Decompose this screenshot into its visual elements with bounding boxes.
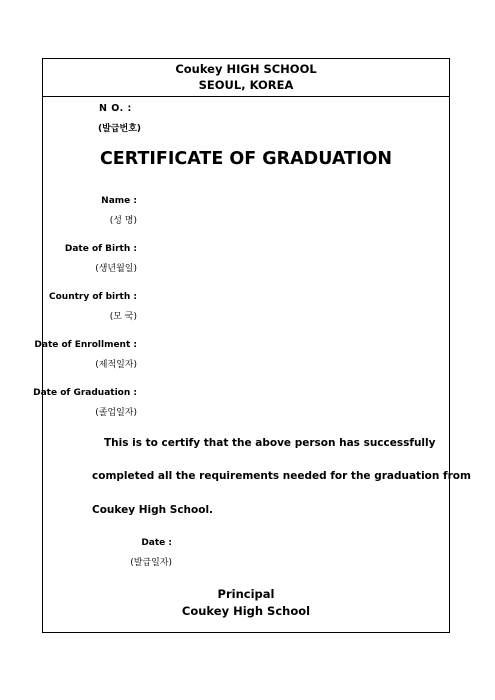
statement-line-2: completed all the requirements needed for the graduation from	[92, 470, 471, 482]
certificate-frame	[33, 58, 471, 633]
name-label: Name :	[101, 196, 137, 206]
signature-school-name: Coukey High School	[181, 604, 311, 618]
certificate-header	[43, 59, 449, 97]
date-of-birth-label: Date of Birth :	[64, 244, 137, 254]
certificate-title: CERTIFICATE OF GRADUATION	[99, 149, 393, 169]
issue-date-sublabel: (발급일자)	[130, 558, 172, 568]
name-sublabel: (성 명)	[109, 216, 137, 226]
date-of-enrollment-label: Date of Enrollment :	[34, 340, 137, 350]
school-location: SEOUL, KOREA	[198, 78, 294, 92]
country-of-birth-sublabel: (모 국)	[109, 312, 137, 322]
date-of-graduation-label: Date of Graduation :	[33, 388, 137, 398]
issue-date-label: Date :	[141, 538, 172, 548]
date-of-enrollment-sublabel: (제적일자)	[95, 360, 137, 370]
certificate-number-label: N O. :	[99, 103, 132, 114]
principal-title: Principal	[217, 587, 275, 601]
statement-line-3: Coukey High School.	[92, 504, 214, 516]
school-name: Coukey HIGH SCHOOL	[175, 62, 317, 76]
date-of-graduation-sublabel: (졸업일자)	[95, 408, 137, 418]
certificate-number-sublabel: (발급번호)	[98, 124, 142, 134]
statement-line-1: This is to certify that the above person has successfully	[104, 437, 436, 449]
date-of-birth-sublabel: (생년월일)	[95, 264, 137, 274]
country-of-birth-label: Country of birth :	[49, 292, 137, 302]
